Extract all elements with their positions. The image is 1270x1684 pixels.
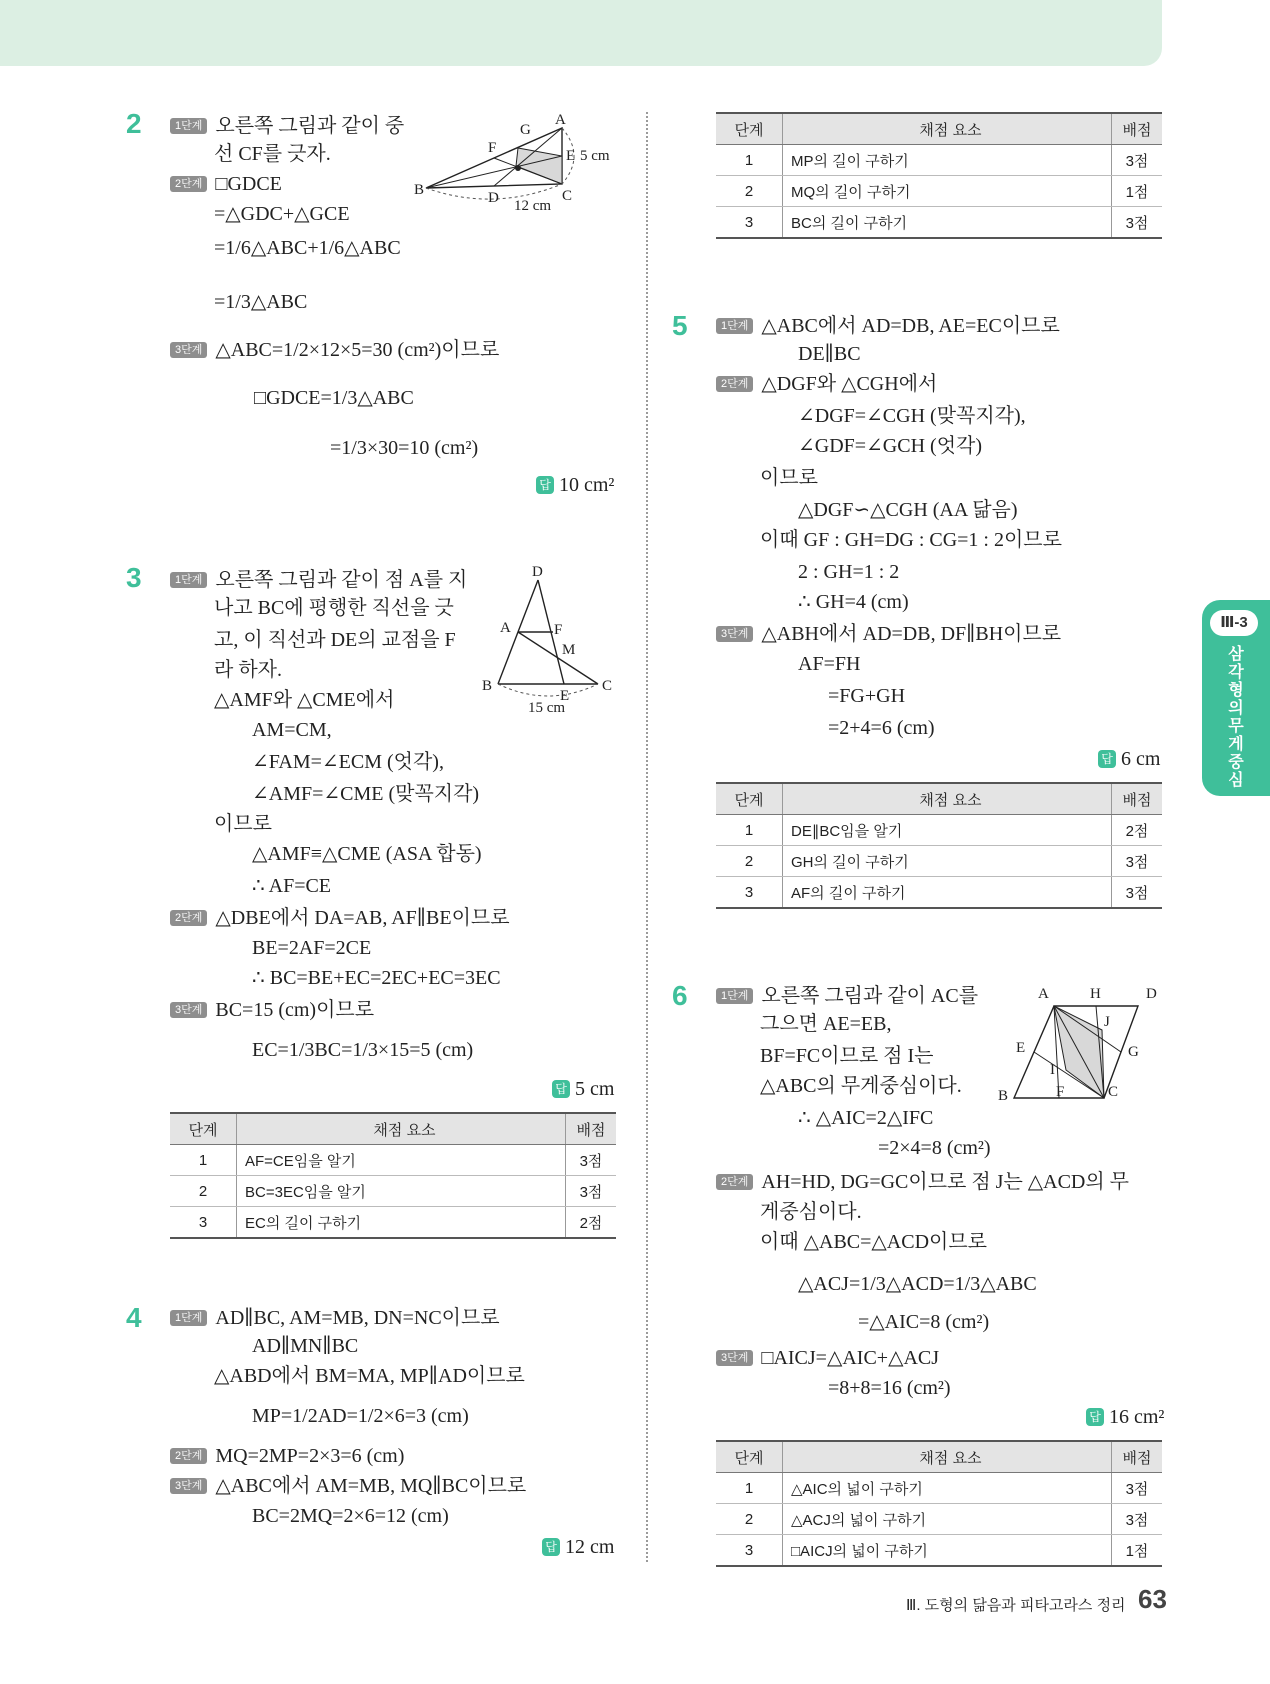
cell: 3점 — [1125, 884, 1149, 902]
p5-line — [716, 314, 1060, 338]
cell: 2 — [716, 846, 783, 877]
col-item: 채점 요소 — [237, 1113, 566, 1145]
p5-line: 2 : GH=1 : 2 — [798, 561, 900, 583]
p2-text: 오른쪽 그림과 같이 중 — [215, 115, 405, 137]
p2-line — [170, 172, 282, 196]
fig-label: F — [488, 140, 497, 156]
grading-table — [716, 782, 1162, 909]
table-row — [716, 1504, 1162, 1535]
p4-line: AD∥MN∥BC — [252, 1335, 359, 1357]
p5-line: AF=FH — [798, 653, 861, 675]
fig-label: E — [1016, 1040, 1026, 1056]
fig-label: E — [560, 688, 570, 704]
problem-number: 4 — [126, 1302, 142, 1333]
p5-line: ∠GDF=∠GCH (엇각) — [798, 435, 982, 457]
table-row — [716, 815, 1162, 846]
answer — [1098, 748, 1160, 771]
answer-mark-icon: 답 — [552, 1080, 570, 1098]
p4-line — [170, 1444, 404, 1468]
fig-label: D — [1146, 986, 1157, 1002]
p6-text: 오른쪽 그림과 같이 AC를 — [761, 985, 979, 1007]
p3-line: △AMF와 △CME에서 — [214, 689, 395, 711]
p6-line — [716, 984, 978, 1008]
cell: 3점 — [1112, 145, 1163, 176]
p3-line: ∠AMF=∠CME (맞꼭지각) — [252, 783, 480, 805]
p4-line: BC=2MQ=2×6=12 (cm) — [252, 1505, 449, 1527]
p3-line: ∴ AF=CE — [252, 875, 332, 897]
col-item: 채점 요소 — [783, 113, 1112, 145]
p5-text: △ABC에서 AD=DB, AE=EC이므로 — [761, 315, 1060, 337]
step-badge: 1단계 — [170, 118, 207, 134]
p3-line: 나고 BC에 평행한 직선을 긋 — [214, 597, 454, 619]
p5-line — [716, 372, 937, 396]
answer-text: 5 cm — [575, 1078, 615, 1100]
p3-line: BE=2AF=2CE — [252, 937, 372, 959]
cell: 3점 — [1112, 1473, 1163, 1504]
p2-line: =1/3×30=10 (cm²) — [330, 437, 479, 459]
p6-line — [716, 1170, 1129, 1194]
table-row — [170, 1145, 616, 1176]
table-row — [716, 1473, 1162, 1504]
cell: GH의 길이 구하기 — [783, 846, 1112, 877]
p5-line: 이때 GF : GH=DG : CG=1 : 2이므로 — [760, 529, 1062, 551]
cell: 1점 — [1125, 1542, 1149, 1560]
cell: 3점 — [1112, 846, 1163, 877]
p3-line: ∴ BC=BE+EC=2EC+EC=3EC — [252, 967, 501, 989]
col-step: 단계 — [170, 1113, 237, 1145]
p6-line: ∴ △AIC=2△IFC — [798, 1107, 934, 1129]
step-badge: 3단계 — [170, 1002, 207, 1018]
step-badge: 2단계 — [170, 1448, 207, 1464]
cell: 1 — [170, 1145, 237, 1176]
p6-line: 그으면 AE=EB, — [760, 1013, 892, 1035]
p3-line: AM=CM, — [252, 719, 332, 741]
col-step: 단계 — [716, 113, 783, 145]
p6-line: 게중심이다. — [760, 1201, 862, 1223]
answer-text: 12 cm — [565, 1536, 615, 1558]
p2-line: =△GDC+△GCE — [214, 203, 350, 225]
col-points: 배점 — [1112, 1441, 1163, 1473]
p5-text: △DGF와 △CGH에서 — [761, 373, 938, 395]
col-item: 채점 요소 — [783, 783, 1112, 815]
p3-line — [170, 906, 510, 930]
step-badge: 2단계 — [170, 910, 207, 926]
problem-number: 5 — [672, 310, 688, 341]
grading-table — [170, 1112, 616, 1239]
fig-label: B — [998, 1088, 1009, 1100]
p5-line: ∠DGF=∠CGH (맞꼭지각), — [798, 405, 1026, 427]
cell: □AICJ의 넓이 구하기 — [783, 1535, 1112, 1567]
p6-line: BF=FC이므로 점 I는 — [760, 1045, 934, 1067]
cell: 3점 — [566, 1145, 617, 1176]
answer-mark-icon: 답 — [1086, 1408, 1104, 1426]
fig-label: H — [1090, 986, 1101, 1002]
cell: △ACJ의 넓이 구하기 — [783, 1504, 1112, 1535]
p3-text: 오른쪽 그림과 같이 점 A를 지 — [215, 569, 468, 591]
cell: 2점 — [579, 1214, 603, 1232]
cell: 2 — [170, 1176, 237, 1207]
step-badge: 3단계 — [170, 342, 207, 358]
p6-line: △ACJ=1/3△ACD=1/3△ABC — [798, 1273, 1037, 1295]
cell: 1점 — [1112, 176, 1163, 207]
table-row — [716, 207, 1162, 239]
grading-table — [716, 1440, 1162, 1567]
p4-line: MP=1/2AD=1/2×6=3 (cm) — [252, 1405, 469, 1427]
problem-number: 2 — [126, 108, 142, 139]
p2-figure — [410, 112, 630, 212]
p2-line: 선 CF를 긋자. — [214, 143, 331, 165]
step-badge: 2단계 — [716, 376, 753, 392]
table-row — [716, 1535, 1162, 1567]
p6-line: △ABC의 무게중심이다. — [760, 1075, 962, 1097]
p3-line: 라 하자. — [214, 659, 282, 681]
p6-figure — [996, 980, 1166, 1100]
p5-line: △DGF∽△CGH (AA 닮음) — [798, 499, 1018, 521]
answer — [552, 1078, 614, 1101]
p2-line: □GDCE=1/3△ABC — [254, 387, 414, 409]
cell: BC의 길이 구하기 — [783, 207, 1112, 239]
fig-label: B — [414, 182, 425, 198]
cell: 3 — [170, 1207, 237, 1239]
answer-text: 10 cm² — [559, 474, 615, 496]
fig-label: E — [566, 148, 576, 164]
step-badge: 2단계 — [170, 176, 207, 192]
p3-text: BC=15 (cm)이므로 — [215, 999, 375, 1021]
cell: 2 — [716, 1504, 783, 1535]
p4-line — [170, 1306, 500, 1330]
cell: 3점 — [1112, 1504, 1163, 1535]
table-row — [716, 176, 1162, 207]
p3-line — [170, 568, 467, 592]
fig-label: A — [500, 620, 511, 636]
cell: 3 — [716, 877, 783, 909]
p2-line: =1/3△ABC — [214, 291, 308, 313]
cell: MQ의 길이 구하기 — [783, 176, 1112, 207]
p6-text: AH=HD, DG=GC이므로 점 J는 △ACD의 무 — [761, 1171, 1130, 1193]
chapter-side-tab — [1202, 600, 1270, 796]
answer-mark-icon: 답 — [542, 1538, 560, 1556]
cell: 3점 — [566, 1176, 617, 1207]
p2-line: =1/6△ABC+1/6△ABC — [214, 237, 401, 259]
col-step: 단계 — [716, 783, 783, 815]
answer-text: 16 cm² — [1109, 1406, 1165, 1428]
cell: 1 — [716, 145, 783, 176]
fig-label: 15 cm — [528, 700, 566, 716]
p2-text: □GDCE — [215, 173, 282, 195]
fig-label: F — [554, 622, 563, 638]
fig-label: A — [1038, 986, 1049, 1002]
cell: 2점 — [1112, 815, 1163, 846]
p6-line: =2×4=8 (cm²) — [878, 1137, 991, 1159]
p5-line: =2+4=6 (cm) — [828, 717, 935, 739]
p3-line: 고, 이 직선과 DE의 교점을 F — [214, 629, 456, 651]
col-points: 배점 — [1112, 783, 1163, 815]
table-row — [716, 846, 1162, 877]
page-number: 63 — [1138, 1584, 1167, 1614]
p3-line: EC=1/3BC=1/3×15=5 (cm) — [252, 1039, 474, 1061]
step-badge: 2단계 — [716, 1174, 753, 1190]
fig-label: D — [532, 564, 543, 580]
p3-line: ∠FAM=∠ECM (엇각), — [252, 751, 444, 773]
table-row — [716, 877, 1162, 909]
chapter-number: Ⅲ-3 — [1210, 610, 1258, 636]
fig-label: C — [562, 188, 573, 204]
p4-text: MQ=2MP=2×3=6 (cm) — [215, 1445, 405, 1467]
p2-text: △ABC=1/2×12×5=30 (cm²)이므로 — [215, 339, 500, 361]
table-row — [170, 1207, 616, 1239]
chapter-title: 삼각형의 무게중심 — [1228, 646, 1244, 789]
p5-line: 이므로 — [760, 467, 818, 489]
fig-label: C — [1108, 1084, 1119, 1100]
p3-line: 이므로 — [214, 813, 272, 835]
fig-label: M — [562, 642, 576, 658]
cell: 2 — [716, 176, 783, 207]
fig-label: D — [488, 190, 499, 206]
step-badge: 1단계 — [716, 988, 753, 1004]
footer-title: Ⅲ. 도형의 닮음과 피타고라스 정리 — [906, 1597, 1126, 1614]
cell: 3 — [716, 1535, 783, 1567]
fig-label: 5 cm — [580, 148, 610, 164]
p3-text: △DBE에서 DA=AB, AF∥BE이므로 — [215, 907, 510, 929]
p5-line — [716, 622, 1061, 646]
answer — [1086, 1406, 1164, 1429]
answer — [542, 1536, 614, 1559]
cell: 3 — [716, 207, 783, 239]
p6-line — [716, 1346, 939, 1370]
p5-line: ∴ GH=4 (cm) — [798, 591, 909, 613]
p4-text: AD∥BC, AM=MB, DN=NC이므로 — [215, 1307, 500, 1329]
cell: DE∥BC임을 알기 — [783, 815, 1112, 846]
problem-number: 3 — [126, 562, 142, 593]
col-points: 배점 — [1112, 113, 1163, 145]
step-badge: 1단계 — [170, 572, 207, 588]
step-badge: 1단계 — [716, 318, 753, 334]
col-step: 단계 — [716, 1441, 783, 1473]
table-row — [170, 1176, 616, 1207]
fig-label: F — [1056, 1084, 1065, 1100]
p5-text: △ABH에서 AD=DB, DF∥BH이므로 — [761, 623, 1062, 645]
p4-text: △ABC에서 AM=MB, MQ∥BC이므로 — [215, 1475, 527, 1497]
cell: MP의 길이 구하기 — [783, 145, 1112, 176]
step-badge: 3단계 — [170, 1478, 207, 1494]
cell: 1 — [716, 815, 783, 846]
fig-label: C — [602, 678, 613, 694]
answer-mark-icon: 답 — [536, 476, 554, 494]
p6-line: 이때 △ABC=△ACD이므로 — [760, 1231, 987, 1253]
p5-line: DE∥BC — [798, 343, 861, 365]
p2-line — [170, 338, 499, 362]
cell: AF의 길이 구하기 — [783, 877, 1112, 909]
problem-number: 6 — [672, 980, 688, 1011]
cell: 3점 — [1125, 214, 1149, 232]
fig-label: G — [1128, 1044, 1139, 1060]
col-item: 채점 요소 — [783, 1441, 1112, 1473]
table-row — [716, 145, 1162, 176]
p3-line — [170, 998, 374, 1022]
step-badge: 1단계 — [170, 1310, 207, 1326]
cell: △AIC의 넓이 구하기 — [783, 1473, 1112, 1504]
col-points: 배점 — [566, 1113, 617, 1145]
fig-label: 12 cm — [514, 198, 552, 212]
answer-text: 6 cm — [1121, 748, 1161, 770]
step-badge: 3단계 — [716, 626, 753, 642]
fig-label: A — [555, 112, 566, 128]
cell: 1 — [716, 1473, 783, 1504]
top-header-band — [0, 0, 1162, 66]
answer — [536, 474, 614, 497]
fig-label: G — [520, 122, 531, 138]
column-divider — [646, 112, 648, 1562]
p6-line: =△AIC=8 (cm²) — [858, 1311, 990, 1333]
p4-line: △ABD에서 BM=MA, MP∥AD이므로 — [214, 1365, 525, 1387]
fig-label: B — [482, 678, 493, 694]
p6-text: □AICJ=△AIC+△ACJ — [761, 1347, 940, 1369]
step-badge: 3단계 — [716, 1350, 753, 1366]
fig-label: I — [1050, 1062, 1055, 1078]
p3-figure — [478, 562, 638, 722]
p5-line: =FG+GH — [828, 685, 906, 707]
cell: EC의 길이 구하기 — [237, 1207, 566, 1239]
p6-line: =8+8=16 (cm²) — [828, 1377, 951, 1399]
answer-mark-icon: 답 — [1098, 750, 1116, 768]
cell: AF=CE임을 알기 — [237, 1145, 566, 1176]
cell: BC=3EC임을 알기 — [237, 1176, 566, 1207]
fig-label: J — [1104, 1014, 1110, 1030]
p4-line — [170, 1474, 526, 1498]
p2-line — [170, 114, 404, 138]
p3-line: △AMF≡△CME (ASA 합동) — [252, 843, 482, 865]
grading-table — [716, 112, 1162, 239]
